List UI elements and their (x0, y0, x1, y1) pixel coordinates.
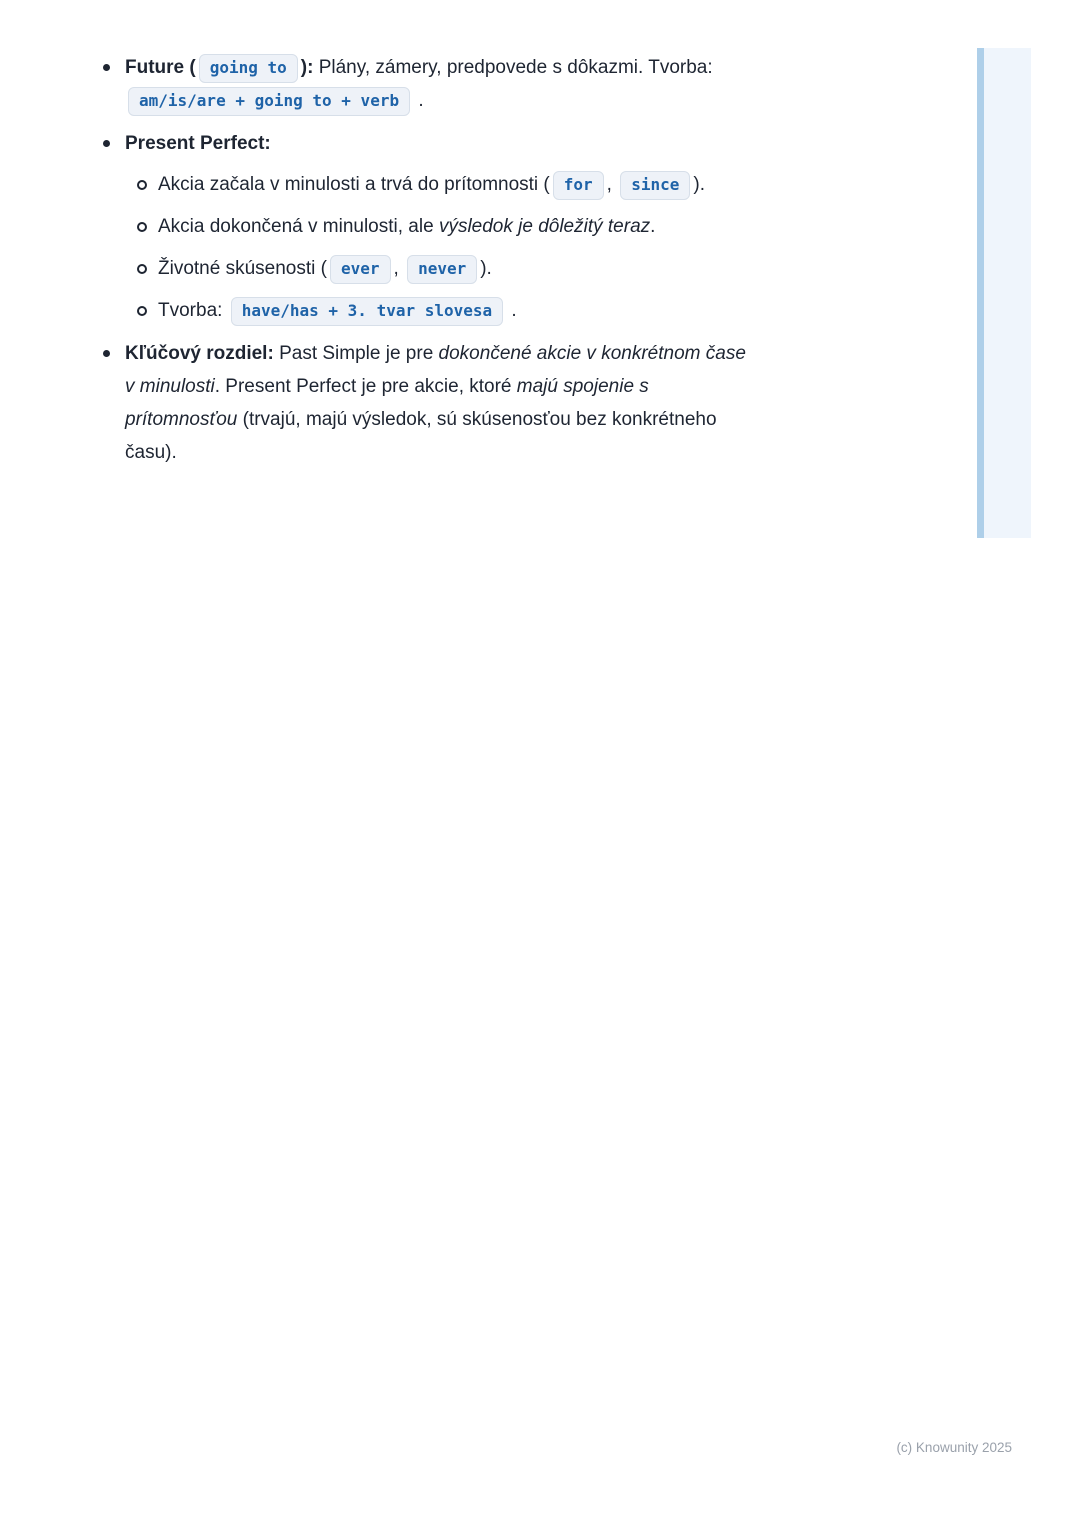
text-segment: . (650, 216, 656, 237)
bold-text-segment: ): (300, 57, 314, 78)
text-segment: času). (125, 442, 177, 463)
sub-list-item (158, 294, 965, 327)
italic-text-segment: v minulosti (125, 376, 215, 397)
text-segment: Tvorba: (158, 300, 228, 321)
italic-text-segment: výsledok je dôležitý teraz (438, 216, 651, 237)
code-badge: ever (330, 255, 391, 284)
text-segment: . (506, 300, 517, 321)
bold-text-segment: Present Perfect: (125, 133, 271, 154)
code-badge: for (553, 171, 604, 200)
bold-text-segment: Future ( (125, 57, 196, 78)
bold-text-segment: Kľúčový rozdiel: (125, 343, 274, 364)
code-badge: have/has + 3. tvar slovesa (231, 297, 503, 326)
text-segment: Past Simple je pre (273, 343, 439, 364)
sub-list-item (158, 210, 965, 243)
copyright-footer: (c) Knowunity 2025 (896, 1440, 1012, 1455)
text-segment: (trvajú, majú výsledok, sú skúsenosťou bez konkrétneho (237, 409, 717, 430)
text-segment: , (393, 258, 405, 279)
code-badge: never (407, 255, 477, 284)
text-segment: ). (480, 258, 492, 279)
italic-text-segment: majú spojenie s (516, 376, 649, 397)
text-segment: ). (693, 174, 706, 195)
list-item (125, 127, 965, 327)
right-margin-highlight-bar (977, 48, 1031, 538)
text-segment: . (413, 90, 424, 111)
text-segment: , (606, 174, 618, 195)
bullet-list (125, 51, 965, 469)
list-item (125, 51, 965, 117)
text-segment: Plány, zámery, predpovede s dôkazmi. Tvorba: (313, 57, 713, 78)
text-segment: Akcia dokončená v minulosti, ale (158, 216, 439, 237)
code-badge: going to (199, 54, 298, 83)
italic-text-segment: dokončené akcie v konkrétnom čase (438, 343, 746, 364)
text-segment: Akcia začala v minulosti a trvá do prítomnosti ( (158, 174, 550, 195)
text-segment: Životné skúsenosti ( (158, 258, 327, 279)
document-content (125, 51, 965, 479)
list-item (125, 337, 965, 469)
italic-text-segment: prítomnosťou (125, 409, 238, 430)
code-badge: am/is/are + going to + verb (128, 87, 410, 116)
sub-list-item (158, 168, 965, 201)
sub-list-item (158, 252, 965, 285)
text-segment: . Present Perfect je pre akcie, ktoré (214, 376, 517, 397)
sub-bullet-list (125, 168, 965, 327)
code-badge: since (620, 171, 690, 200)
